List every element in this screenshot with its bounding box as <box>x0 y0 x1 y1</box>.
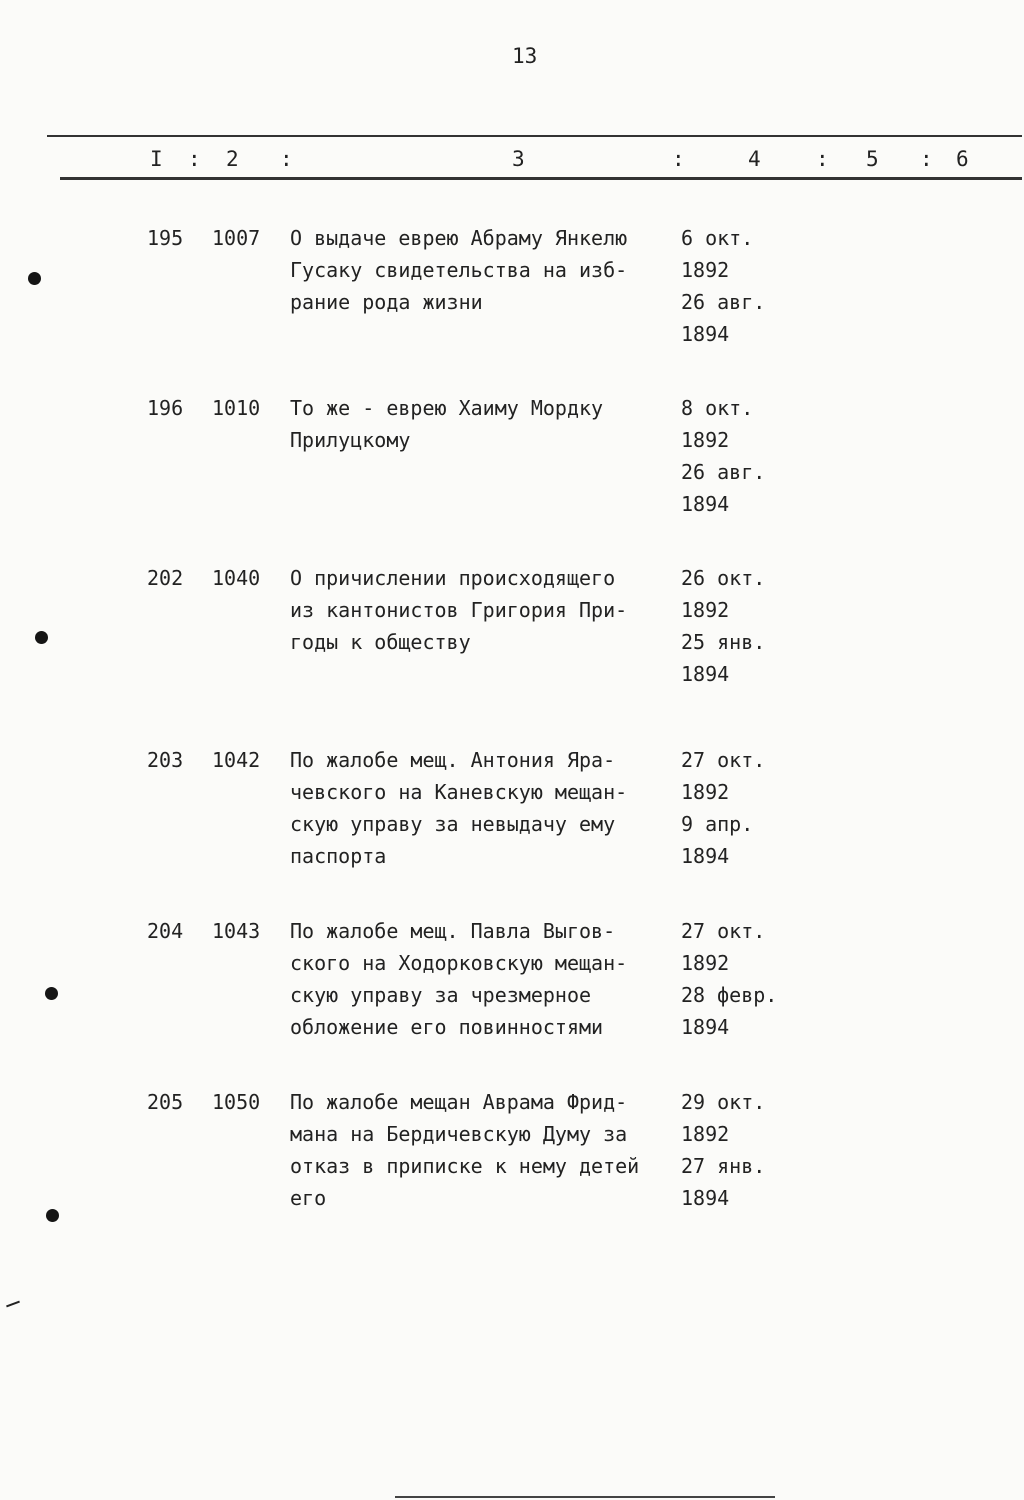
header-rule-bottom <box>60 177 1022 180</box>
description-line: мана на Бердичевскую Думу за <box>290 1122 628 1146</box>
end-date: 25 янв. <box>681 630 766 654</box>
description-line: обложение его повинностями <box>290 1015 604 1039</box>
entry-dates <box>681 1086 801 1214</box>
end-date: 26 авг. <box>681 290 766 314</box>
entry-description <box>290 744 675 872</box>
punch-hole-mark <box>46 1209 59 1222</box>
entry-number: 196 <box>147 396 184 420</box>
description-line: его <box>290 1186 327 1210</box>
entry-description <box>290 392 675 456</box>
description-line: из кантонистов Григория При- <box>290 598 628 622</box>
end-date: 28 февр. <box>681 983 778 1007</box>
start-year: 1892 <box>681 428 730 452</box>
header-col-6: 6 <box>956 147 969 171</box>
description-line: рание рода жизни <box>290 290 483 314</box>
punch-hole-mark <box>35 631 48 644</box>
punch-hole-mark <box>28 272 41 285</box>
header-sep: : <box>920 147 933 171</box>
end-date: 26 авг. <box>681 460 766 484</box>
case-number: 1042 <box>212 748 261 772</box>
description-line: ского на Ходорковскую мещан- <box>290 951 628 975</box>
description-line: По жалобе мещан Аврама Фрид- <box>290 1090 628 1114</box>
description-line: скую управу за невыдачу ему <box>290 812 616 836</box>
end-year: 1894 <box>681 662 730 686</box>
entry-dates <box>681 915 801 1043</box>
header-col-2: 2 <box>226 147 239 171</box>
punch-hole-mark <box>45 987 58 1000</box>
description-line: скую управу за чрезмерное <box>290 983 592 1007</box>
start-date: 29 окт. <box>681 1090 766 1114</box>
description-line: чевского на Каневскую мещан- <box>290 780 628 804</box>
entry-number: 205 <box>147 1090 184 1114</box>
description-line: годы к обществу <box>290 630 471 654</box>
footer-rule <box>395 1496 775 1498</box>
start-year: 1892 <box>681 951 730 975</box>
end-year: 1894 <box>681 322 730 346</box>
case-number: 1043 <box>212 919 261 943</box>
end-year: 1894 <box>681 1015 730 1039</box>
header-col-5: 5 <box>866 147 879 171</box>
header-rule-top <box>47 135 1022 137</box>
page-number: 13 <box>512 44 538 68</box>
entry-number: 202 <box>147 566 184 590</box>
scan-mark <box>6 1301 20 1308</box>
header-col-1: I <box>150 147 163 171</box>
case-number: 1007 <box>212 226 261 250</box>
case-number: 1040 <box>212 566 261 590</box>
start-year: 1892 <box>681 1122 730 1146</box>
start-date: 6 окт. <box>681 226 754 250</box>
entry-description <box>290 915 675 1043</box>
description-line: паспорта <box>290 844 387 868</box>
header-sep: : <box>280 147 293 171</box>
entry-number: 195 <box>147 226 184 250</box>
header-sep: : <box>188 147 201 171</box>
description-line: отказ в приписке к нему детей <box>290 1154 640 1178</box>
entry-dates <box>681 222 801 350</box>
start-year: 1892 <box>681 780 730 804</box>
header-sep: : <box>672 147 685 171</box>
entry-dates <box>681 562 801 690</box>
entry-number: 203 <box>147 748 184 772</box>
end-year: 1894 <box>681 1186 730 1210</box>
description-line: О причислении происходящего <box>290 566 616 590</box>
start-date: 27 окт. <box>681 919 766 943</box>
end-year: 1894 <box>681 844 730 868</box>
entry-dates <box>681 392 801 520</box>
description-line: По жалобе мещ. Павла Выгов- <box>290 919 616 943</box>
description-line: По жалобе мещ. Антония Яра- <box>290 748 616 772</box>
start-year: 1892 <box>681 598 730 622</box>
end-year: 1894 <box>681 492 730 516</box>
description-line: О выдаче еврею Абраму Янкелю <box>290 226 628 250</box>
description-line: Гусаку свидетельства на изб- <box>290 258 628 282</box>
entry-description <box>290 1086 675 1214</box>
end-date: 9 апр. <box>681 812 754 836</box>
header-sep: : <box>816 147 829 171</box>
header-col-3: 3 <box>512 147 525 171</box>
case-number: 1010 <box>212 396 261 420</box>
description-line: То же - еврею Хаиму Мордку <box>290 396 604 420</box>
start-date: 8 окт. <box>681 396 754 420</box>
start-year: 1892 <box>681 258 730 282</box>
end-date: 27 янв. <box>681 1154 766 1178</box>
description-line: Прилуцкому <box>290 428 411 452</box>
entry-dates <box>681 744 801 872</box>
entry-number: 204 <box>147 919 184 943</box>
case-number: 1050 <box>212 1090 261 1114</box>
entry-description <box>290 562 675 658</box>
entry-description <box>290 222 675 318</box>
start-date: 27 окт. <box>681 748 766 772</box>
header-col-4: 4 <box>748 147 761 171</box>
start-date: 26 окт. <box>681 566 766 590</box>
